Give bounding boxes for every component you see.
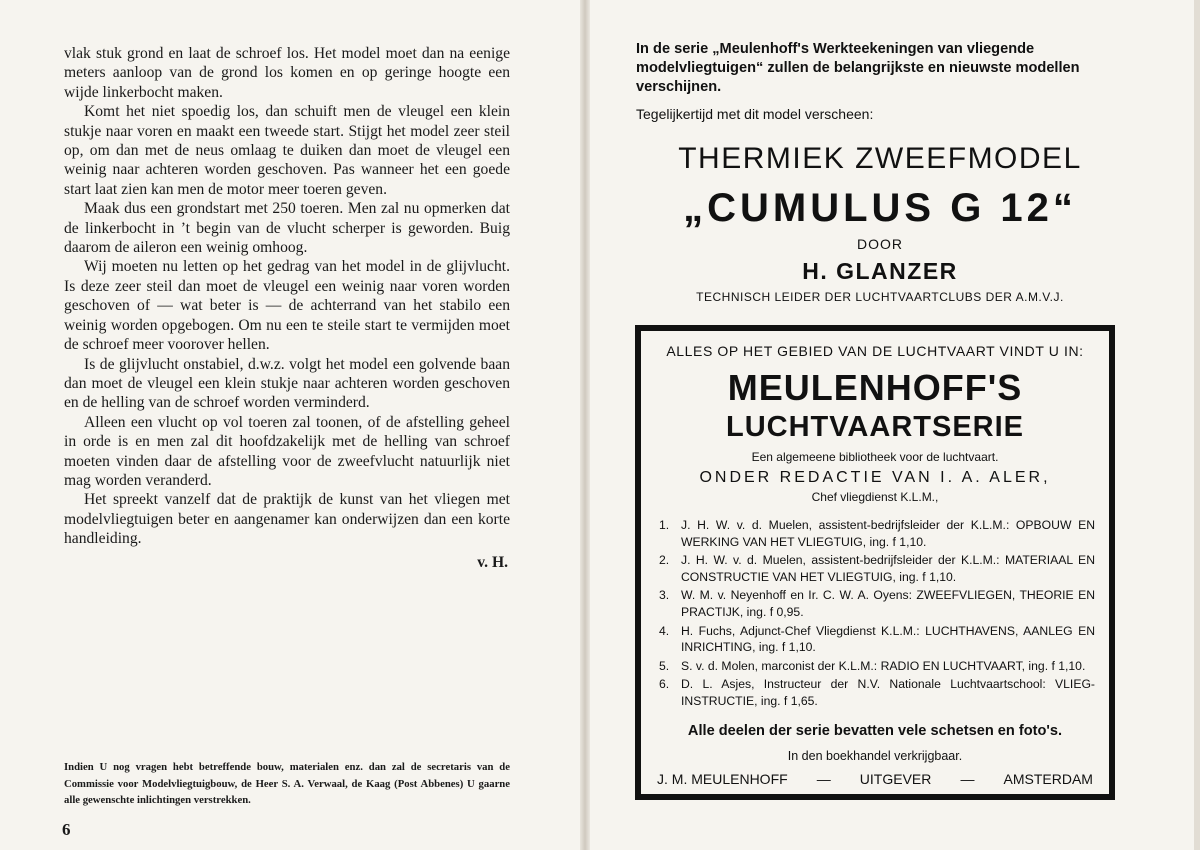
item-number: 5.: [659, 658, 670, 673]
item-number: 2.: [659, 553, 670, 568]
list-item: [655, 676, 1095, 709]
ad-closing: Alle deelen der serie bevatten vele schetsen en foto's.: [687, 723, 1063, 739]
paragraph-3: Maak dus een grondstart met 250 toeren. Men zal nu opmerken dat de linkerbocht in ’t begin van de vlucht scherper is geworden. Buig daarom de aileron een weinig omhoog.: [64, 200, 510, 257]
paragraph-1: vlak stuk grond en laat de schroef los. Het model moet dan na eenige meters aanloop van de grond los komen en op geringe hoogte een wijde linkerbocht maken.: [64, 45, 510, 101]
item-text: J. H. W. v. d. Muelen, assistent-bedrijfsleider der K.L.M.: OPBOUW EN WERKING VAN HET VLIEGTUIG, ing. f 1,10.: [681, 518, 1095, 549]
ad-title-2: LUCHTVAARTSERIE: [725, 411, 1025, 443]
ad-editor: ONDER REDACTIE VAN I. A. ALER,: [699, 469, 1051, 486]
ad-editor-title: Chef vliegdienst K.L.M.,: [811, 490, 939, 504]
publisher-city: AMSTERDAM: [1003, 771, 1093, 787]
publisher-line: [657, 771, 1093, 787]
ad-subtitle: Een algemeene bibliotheek voor de luchtvaart.: [751, 450, 999, 464]
advertisement-box: [635, 325, 1115, 800]
paragraph-7: Het spreekt vanzelf dat de praktijk de kunst van het vliegen met modelvliegtuigen beter en aangenamer kan onderwijzen dan een korte handleiding.: [64, 491, 510, 548]
publisher-role: UITGEVER: [859, 771, 932, 787]
series-intro: In de serie „Meulenhoff's Werkteekeningen van vliegende modelvliegtuigen“ zullen de belangrijkste en nieuwste modellen verschijnen.: [636, 41, 1080, 95]
item-text: W. M. v. Neyenhoff en Ir. C. W. A. Oyens: ZWEEFVLIEGEN, THEORIE EN PRACTIJK, ing. f 0,95.: [681, 588, 1095, 619]
model-type: THERMIEK ZWEEFMODEL: [678, 142, 1082, 175]
item-text: H. Fuchs, Adjunct-Chef Vliegdienst K.L.M.: LUCHTHAVENS, AANLEG EN INRICHTING, ing. f 1,10.: [681, 623, 1095, 655]
page-fold: [580, 0, 590, 850]
page-number: 6: [62, 820, 71, 839]
paragraph-4: Wij moeten nu letten op het gedrag van het model in de glijvlucht. Is deze zeer steil dan moet de vleugel een weinig naar voren worden geschoven of — wat beter is — de achterrand van het stabilo een weinig worden opgebogen. Om nu een te steile start te vermijden moet de schroef meer voorover hellen.: [64, 258, 510, 354]
author-title: TECHNISCH LEIDER DER LUCHTVAARTCLUBS DER A.M.V.J.: [696, 290, 1064, 304]
paragraph-5: Is de glijvlucht onstabiel, d.w.z. volgt het model een golvende baan dan moet de vleugel een klein stukje naar achteren worden geschoven en de helling van de schroef worden verminderd.: [64, 355, 510, 412]
item-number: 6.: [659, 677, 670, 692]
model-name: „CUMULUS G 12“: [683, 186, 1077, 230]
list-item: [655, 658, 1095, 675]
list-item: [655, 587, 1095, 620]
list-item: [655, 517, 1095, 550]
page-edge: [1194, 0, 1200, 850]
item-number: 4.: [659, 623, 670, 638]
author-name: H. GLANZER: [802, 258, 958, 284]
list-item: [655, 623, 1095, 656]
publisher-name: J. M. MEULENHOFF: [657, 771, 788, 787]
list-item: [655, 552, 1095, 585]
footnote: Indien U nog vragen hebt betreffende bouw, materialen enz. dan zal de secretaris van de Commissie voor Modelvliegtuigbouw, de Heer S. A. Verwaal, de Kaag (Post Abbenes) U gaarne alle gewenschte inlichtingen verstrekken.: [64, 761, 510, 806]
item-text: S. v. d. Molen, marconist der K.L.M.: RADIO EN LUCHTVAART, ing. f 1,10.: [681, 658, 1086, 673]
item-text: J. H. W. v. d. Muelen, assistent-bedrijfsleider der K.L.M.: MATERIAAL EN CONSTRUCTIE VAN HET VLIEGTUIG, ing. f 1,10.: [681, 553, 1095, 584]
dash: —: [816, 771, 831, 787]
book-list: [655, 517, 1095, 712]
dash: —: [960, 771, 975, 787]
simultaneous-note: Tegelijkertijd met dit model verscheen:: [636, 106, 874, 122]
ad-title-1: MEULENHOFF'S: [727, 367, 1023, 408]
ad-header: ALLES OP HET GEBIED VAN DE LUCHTVAART VINDT U IN:: [666, 343, 1084, 359]
item-number: 1.: [659, 518, 670, 532]
item-number: 3.: [659, 588, 670, 603]
paragraph-6: Alleen een vlucht op vol toeren zal toonen, of de afstelling geheel in orde is en men zal dit hoofdzakelijk met de helling van schroef moeten vinden daar de afstelling voor de zweefvlucht natuurlijk niet mag worden veranderd.: [64, 413, 510, 489]
left-page-text: [64, 44, 510, 572]
ad-availability: In den boekhandel verkrijgbaar.: [787, 749, 963, 763]
item-text: D. L. Asjes, Instructeur der N.V. Nationale Luchtvaartschool: VLIEG-INSTRUCTIE, ing. f 1,65.: [681, 677, 1095, 708]
paragraph-2: Komt het niet spoedig los, dan schuift men de vleugel een klein stukje naar voren en maakt een tweede start. Stijgt het model zeer steil op, om dan met de neus omlaag te duiken dan moet de vleugel een weinig naar achteren worden geschoven. Pas wanneer het een goede start laat zien kan men de motor meer toeren geven.: [64, 103, 510, 198]
signature: v. H.: [477, 553, 508, 571]
by-label: DOOR: [857, 236, 903, 252]
